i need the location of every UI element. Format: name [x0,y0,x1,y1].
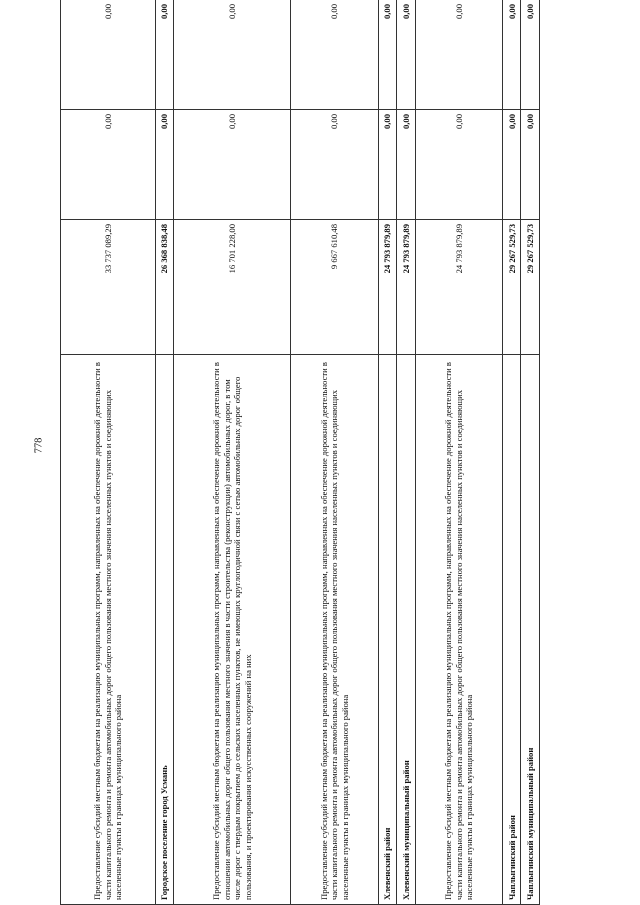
row-value-2: 0,00 [502,110,521,220]
page-number: 778 [33,437,45,454]
table-row [378,0,397,905]
row-name: Предоставление субсидий местным бюджетам на реализацию муниципальных программ, направленных на обеспечение дорожной деятельности в части капитального ремонта и ремонта автомобильных дорог общего пользования местного значения населенных пунктов и соединяющих населенные пункты в границах муниципального района [291,355,378,905]
table-row [61,0,156,905]
row-value-3: 0,00 [397,0,416,110]
row-value-3: 0,00 [521,0,540,110]
row-value-1: 33 737 089,29 [61,220,156,355]
table-row [502,0,521,905]
row-name: Чаплыгинский муниципальный район [521,355,540,905]
row-value-2: 0,00 [415,110,502,220]
row-value-1: 29 267 529,73 [502,220,521,355]
row-value-2: 0,00 [155,110,174,220]
row-value-1: 29 267 529,73 [521,220,540,355]
table-row [415,0,502,905]
row-value-3: 0,00 [155,0,174,110]
budget-table-frame [60,0,540,905]
row-value-3: 0,00 [415,0,502,110]
row-value-2: 0,00 [61,110,156,220]
row-value-2: 0,00 [378,110,397,220]
budget-table [60,0,540,905]
row-value-3: 0,00 [61,0,156,110]
row-name: Предоставление субсидий местным бюджетам на реализацию муниципальных программ, направленных на обеспечение дорожной деятельности в части капитального ремонта и ремонта автомобильных дорог общего пользования местного значения населенных пунктов и соединяющих населенные пункты в границах муниципального района [415,355,502,905]
row-name: Предоставление субсидий местным бюджетам на реализацию муниципальных программ, направленных на обеспечение дорожной деятельности в части капитального ремонта и ремонта автомобильных дорог общего пользования местного значения населенных пунктов и соединяющих населенные пункты в границах муниципального района [61,355,156,905]
row-name: Предоставление субсидий местным бюджетам на реализацию муниципальных программ, направленных на обеспечение дорожной деятельности в отношении автомобильных дорог общего пользования местного значения в части строительства (реконструкции) автомобильных дорог, в том числе дорог с твердым покрытием до сельских населенных пунктов, не имеющих круглогодичной связи с сетью автомобильных дорог общего пользования, и проектирования искусственных сооружений на них [174,355,291,905]
row-name: Городское поселение город Усмань [155,355,174,905]
row-value-1: 24 793 879,89 [397,220,416,355]
row-value-1: 24 793 879,89 [415,220,502,355]
row-name: Хлевенский муниципальный район [397,355,416,905]
row-name: Чаплыгинский район [502,355,521,905]
row-value-2: 0,00 [521,110,540,220]
table-row [521,0,540,905]
row-value-1: 26 368 838,48 [155,220,174,355]
table-row [174,0,291,905]
row-value-1: 9 667 610,48 [291,220,378,355]
row-value-3: 0,00 [378,0,397,110]
table-row [291,0,378,905]
row-value-1: 16 701 228,00 [174,220,291,355]
row-value-3: 0,00 [502,0,521,110]
row-value-1: 24 793 879,89 [378,220,397,355]
row-value-2: 0,00 [397,110,416,220]
row-value-3: 0,00 [291,0,378,110]
table-row [155,0,174,905]
table-row [397,0,416,905]
row-name: Хлевенский район [378,355,397,905]
row-value-2: 0,00 [174,110,291,220]
row-value-2: 0,00 [291,110,378,220]
row-value-3: 0,00 [174,0,291,110]
